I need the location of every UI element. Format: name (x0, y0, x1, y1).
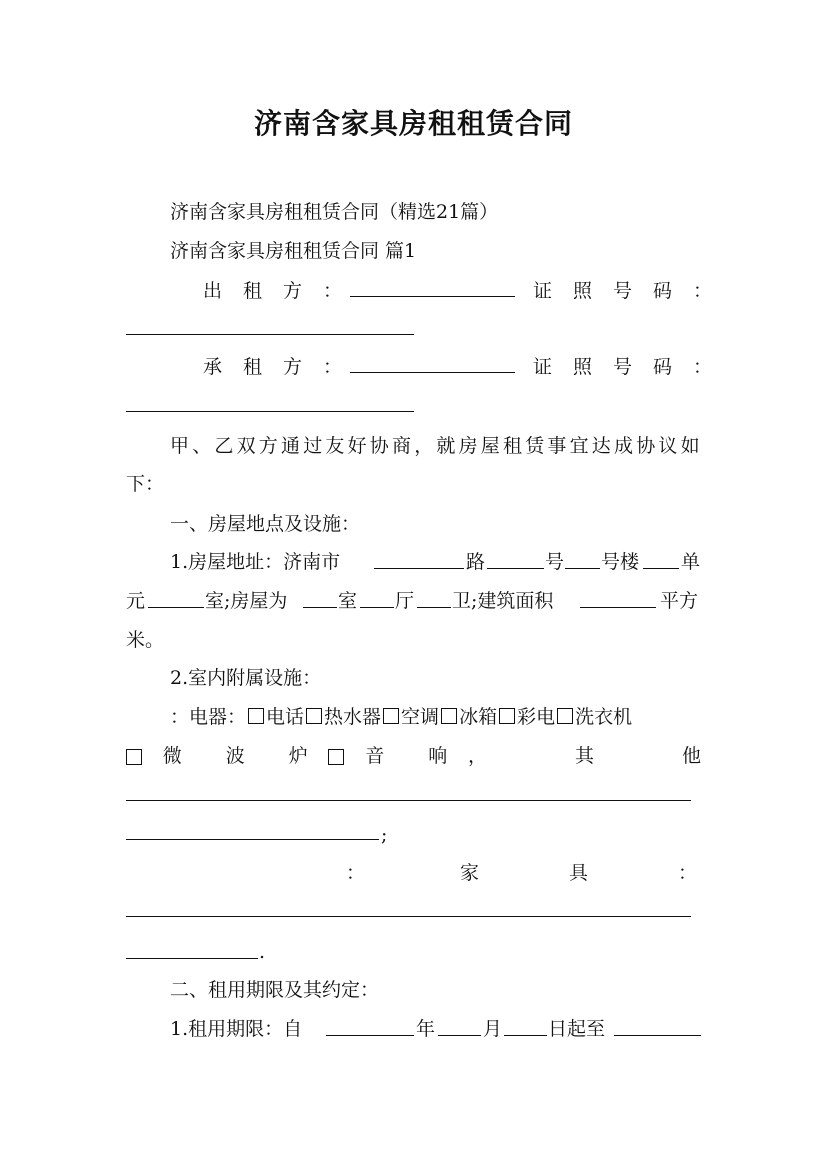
number-label: 号 (545, 551, 565, 573)
intro-line-2: 下： (126, 473, 165, 495)
unit-label: 单 (681, 551, 701, 573)
start-year-blank (326, 1035, 414, 1036)
day-to-label: 日起至 (548, 1018, 606, 1040)
end-date-blank (614, 1035, 701, 1036)
checkbox[interactable] (306, 708, 322, 724)
address-label: 1.房屋地址：济南市 (170, 551, 341, 573)
stereo-label: 音响 (365, 745, 492, 767)
lessor-id-label: 证照号码： (533, 280, 734, 302)
furniture-colon-2: ： (678, 862, 698, 884)
checkbox[interactable] (248, 708, 264, 724)
start-day-blank (504, 1035, 547, 1036)
period: . (259, 941, 266, 963)
halls-label: 厅 (395, 590, 415, 612)
baths-blank (417, 607, 451, 608)
appliance-water-heater: 热水器 (324, 706, 382, 728)
sqm-label-2: 米。 (126, 629, 165, 651)
appliance-fridge: 冰箱 (459, 706, 498, 728)
sqm-label-1: 平方 (660, 590, 699, 612)
checkbox[interactable] (383, 708, 399, 724)
rooms-label: 室 (338, 590, 358, 612)
appliance-phone: 电话 (266, 706, 305, 728)
city-blank (374, 568, 464, 569)
road-blank (487, 568, 544, 569)
baths-label: 卫;建筑面积 (452, 590, 554, 612)
section-1-heading: 一、房屋地点及设施： (170, 513, 361, 535)
appliance-washer: 洗衣机 (575, 706, 633, 728)
building-label: 号楼 (601, 551, 640, 573)
furniture-blank-1 (126, 916, 691, 917)
furniture-colon: ： (346, 862, 366, 884)
lessor-label: 出租方： (203, 280, 364, 302)
checkbox[interactable] (328, 749, 344, 765)
semicolon: ; (381, 824, 388, 846)
section-2-heading: 二、租用期限及其约定： (170, 979, 380, 1001)
other-label: ，其他 (467, 745, 789, 767)
document-title: 济南含家具房租租赁合同 (253, 107, 573, 140)
furniture-blank-2 (126, 958, 258, 959)
number-blank (565, 568, 600, 569)
appliance-ac: 空调 (401, 706, 440, 728)
term-label: 1.租用期限：自 (170, 1018, 303, 1040)
lessee-blank (350, 372, 515, 373)
lessee-label: 承租方： (203, 356, 364, 378)
appliances-label: ：电器： (170, 706, 247, 728)
lessor-id-blank (126, 334, 414, 335)
halls-blank (360, 607, 394, 608)
year-label: 年 (416, 1018, 436, 1040)
appliances-line (170, 705, 632, 729)
appliances-line-2 (126, 744, 789, 768)
lessee-id-label: 证照号码： (533, 356, 734, 378)
intro-line-1: 甲、乙双方通过友好协商，就房屋租赁事宜达成协议如 (170, 435, 703, 457)
area-blank (580, 607, 656, 608)
other-blank-2 (126, 839, 379, 840)
microwave-label: 微波炉 (162, 745, 352, 767)
checkbox[interactable] (441, 708, 457, 724)
unit-blank (148, 607, 204, 608)
checkbox[interactable] (557, 708, 573, 724)
building-blank (643, 568, 679, 569)
subtitle: 济南含家具房租租赁合同（精选21篇） (170, 201, 499, 223)
month-label: 月 (483, 1018, 503, 1040)
lessee-id-blank (126, 411, 414, 412)
lessor-blank (350, 296, 515, 297)
checkbox[interactable] (126, 749, 142, 765)
checkbox[interactable] (499, 708, 515, 724)
appliance-tv: 彩电 (517, 706, 556, 728)
unit-label-2: 元 (126, 590, 146, 612)
furniture-label: 家具 (460, 862, 679, 884)
rooms-blank (303, 607, 337, 608)
other-blank-1 (126, 800, 691, 801)
road-label: 路 (466, 551, 486, 573)
chapter-heading: 济南含家具房租租赁合同 篇1 (170, 240, 417, 262)
start-month-blank (438, 1035, 481, 1036)
room-label: 室;房屋为 (205, 590, 288, 612)
facilities-heading: 2.室内附属设施： (170, 667, 322, 689)
